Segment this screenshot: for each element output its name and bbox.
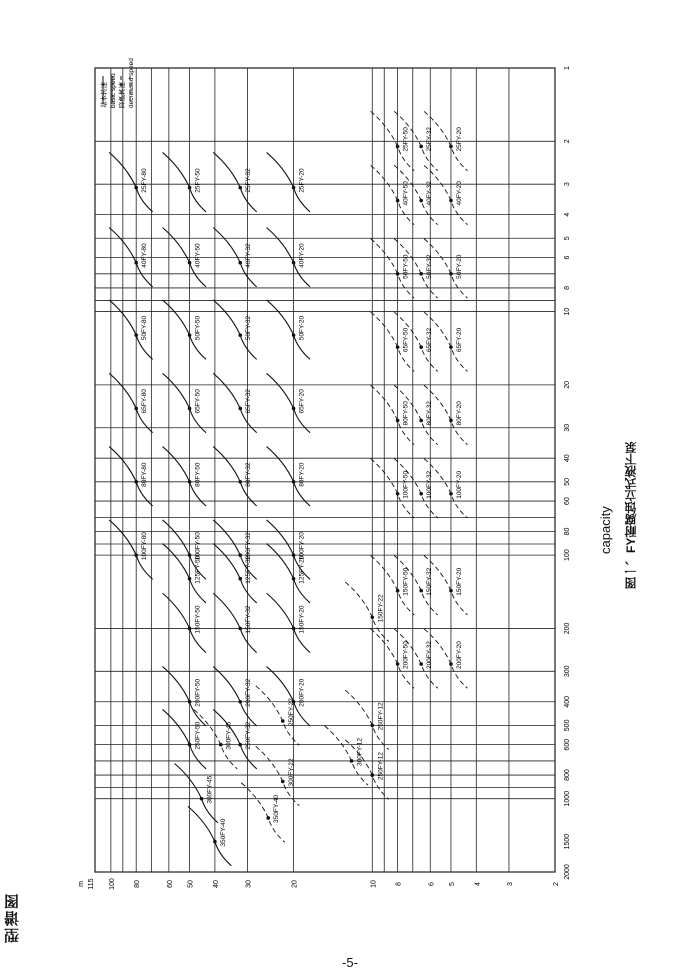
pump-operating-point xyxy=(292,407,296,411)
pump-label: 50FY-80 xyxy=(141,315,149,341)
pump-operating-point xyxy=(419,345,423,349)
pump-operating-point xyxy=(292,553,296,557)
pump-label: 150FY-50 xyxy=(402,567,410,596)
x-tick-label: 400 xyxy=(564,695,571,708)
pump-label: 150FY-50 xyxy=(194,605,202,634)
pump-label: 50FY-32 xyxy=(426,254,434,279)
y-tick-label: 100 xyxy=(108,878,116,890)
legend-entry: decreased speed xyxy=(128,58,135,108)
pump-operating-point xyxy=(396,419,400,423)
pump-operating-point xyxy=(449,419,453,423)
pump-label: 65FY-50 xyxy=(194,389,202,414)
pump-operating-point xyxy=(188,261,192,265)
pump-operating-point xyxy=(238,261,242,265)
pump-label: 350FY-40 xyxy=(273,795,281,823)
pump-operating-point xyxy=(134,407,138,411)
pump-operating-point xyxy=(238,407,242,411)
pump-label: 200FY-32 xyxy=(245,678,253,707)
pump-label: 50FY-32 xyxy=(245,315,253,341)
pump-operating-point xyxy=(281,780,285,784)
pump-operating-point xyxy=(396,199,400,203)
pump-label: 25FY-80 xyxy=(141,168,149,193)
x-tick-label: 600 xyxy=(564,738,571,751)
pump-operating-point xyxy=(396,345,400,349)
pump-label: 40FY-80 xyxy=(141,243,149,268)
pump-label: 100FY-80 xyxy=(141,532,149,561)
y-tick-label: 2 xyxy=(553,882,560,886)
pump-operating-point xyxy=(292,480,296,484)
pump-label: 80FY-50 xyxy=(402,401,410,426)
pump-label: 300FY-45 xyxy=(225,721,233,750)
pump-operating-point xyxy=(370,773,374,777)
pump-label: 40FY-50 xyxy=(194,243,202,268)
pump-operating-point xyxy=(449,345,453,349)
pump-operating-point xyxy=(238,743,242,747)
pump-label: 100FY-20 xyxy=(455,470,463,499)
pump-label: 200FY-20 xyxy=(455,641,463,670)
y-tick-label: 10 xyxy=(370,880,378,888)
pump-operating-point xyxy=(188,186,192,190)
pump-operating-point xyxy=(396,662,400,666)
curve-layer xyxy=(109,111,467,865)
pump-operating-point xyxy=(238,186,242,190)
pump-label: 40FY-20 xyxy=(298,243,306,268)
pump-label: 250FY-32 xyxy=(245,721,253,750)
pump-operating-point xyxy=(134,186,138,190)
grid-layer xyxy=(95,68,555,872)
pump-operating-point xyxy=(292,261,296,265)
pump-label: 125FY-20 xyxy=(298,555,306,584)
pump-operating-point xyxy=(238,700,242,704)
pump-label: 65FY-20 xyxy=(455,327,463,353)
pump-label: 80FY-20 xyxy=(455,401,463,426)
pump-operating-point xyxy=(281,719,285,723)
x-tick-label: 5 xyxy=(564,236,571,241)
pump-operating-point xyxy=(266,816,270,820)
pump-label: 65FY-32 xyxy=(245,389,253,414)
x-tick-label: 30 xyxy=(564,423,571,432)
pump-operating-point xyxy=(292,577,296,581)
pump-operating-point xyxy=(188,577,192,581)
pump-label: 65FY-32 xyxy=(426,327,434,353)
y-tick-label: 5 xyxy=(448,882,456,886)
y-tick-label-max: 115 xyxy=(88,878,95,890)
pump-label: 350FY-40 xyxy=(219,818,227,847)
y-tick-label: 6 xyxy=(428,882,436,886)
pump-label: 150FY-20 xyxy=(455,567,463,596)
y-tick-label: 8 xyxy=(395,882,403,886)
pump-operating-point xyxy=(188,407,192,411)
legend-entry: 降低转速 xyxy=(119,82,126,108)
x-tick-label: 40 xyxy=(564,454,571,463)
pump-operating-point xyxy=(449,272,453,276)
plot-frame xyxy=(95,68,555,872)
x-tick-label: 800 xyxy=(564,769,571,781)
pump-operating-point xyxy=(238,553,242,557)
pump-operating-point xyxy=(200,797,204,801)
pump-operating-point xyxy=(238,333,242,337)
pump-label: 300FY-22 xyxy=(287,758,295,787)
pump-label: 40FY-20 xyxy=(455,181,463,206)
y-axis-unit: m xyxy=(78,881,85,887)
legend xyxy=(99,58,135,108)
y-tick-label: 60 xyxy=(166,880,174,888)
pump-label: 250FY-12 xyxy=(377,702,385,731)
x-tick-label: 300 xyxy=(564,665,571,678)
pump-label: 25FY-50 xyxy=(402,127,410,152)
x-tick-label: 20 xyxy=(564,380,571,389)
x-tick-label: 3 xyxy=(564,182,571,187)
pump-operating-point xyxy=(370,724,374,728)
pump-operating-point xyxy=(238,480,242,484)
x-tick-label: 2 xyxy=(564,139,571,144)
y-tick-label: 40 xyxy=(212,880,220,888)
pump-label: 50FY-50 xyxy=(194,315,202,341)
x-axis-label: capacity xyxy=(598,506,613,554)
pump-label: 300FY-45 xyxy=(206,775,214,804)
pump-operating-point xyxy=(370,615,374,619)
legend-entry: basic speed xyxy=(110,73,117,108)
pump-operating-point xyxy=(188,480,192,484)
x-tick-label: 80 xyxy=(564,527,571,536)
pump-operating-point xyxy=(396,589,400,593)
pump-label: 200FY-20 xyxy=(298,678,306,707)
pump-operating-point xyxy=(188,700,192,704)
pump-operating-point xyxy=(238,627,242,631)
x-tick-label: 1 xyxy=(564,66,571,70)
pump-operating-point xyxy=(213,840,217,844)
x-tick-label: 50 xyxy=(564,477,571,486)
pump-label: 150FY-20 xyxy=(298,605,306,634)
pump-operating-point xyxy=(188,743,192,747)
pump-operating-point xyxy=(396,145,400,149)
pump-operating-point xyxy=(419,145,423,149)
pump-label: 200FY-32 xyxy=(426,641,434,670)
pump-label: 50FY-20 xyxy=(455,254,463,279)
pump-operating-point xyxy=(449,199,453,203)
pump-operating-point xyxy=(134,480,138,484)
pump-label: 25FY-20 xyxy=(298,168,306,193)
pump-label: 25FY-32 xyxy=(245,168,253,193)
x-tick-label: 2000 xyxy=(564,864,571,880)
pump-label: 250FY-22 xyxy=(287,698,295,727)
pump-label: 100FY-50 xyxy=(402,470,410,499)
y-tick-label: 30 xyxy=(245,880,253,888)
x-tick-label: 200 xyxy=(564,622,571,635)
pump-operating-point xyxy=(219,743,223,747)
pump-operating-point xyxy=(396,272,400,276)
tick-layer xyxy=(78,66,571,890)
pump-label: 80FY-50 xyxy=(194,462,202,487)
pump-label: 25FY-32 xyxy=(426,127,434,152)
pump-operating-point xyxy=(188,553,192,557)
y-tick-label: 20 xyxy=(291,880,299,888)
pump-label: 40FY-50 xyxy=(402,181,410,206)
x-tick-label: 100 xyxy=(564,549,571,561)
pump-operating-point xyxy=(292,333,296,337)
x-tick-label: 1500 xyxy=(564,833,571,850)
pump-operating-point xyxy=(396,492,400,496)
legend-entry: 基本转速 xyxy=(101,82,108,108)
pump-label: 200FY-50 xyxy=(402,641,410,670)
pump-operating-point xyxy=(419,272,423,276)
pump-label: 300FY-12 xyxy=(356,737,364,766)
pump-label: 100FY-32 xyxy=(245,532,253,561)
pump-operating-point xyxy=(419,662,423,666)
pump-operating-point xyxy=(134,261,138,265)
pump-label: 150FY-22 xyxy=(377,594,385,623)
x-tick-label: 10 xyxy=(564,307,571,316)
pump-label: 40FY-32 xyxy=(245,243,253,268)
page-number: -5- xyxy=(342,955,358,970)
pump-label: 80FY-32 xyxy=(245,462,253,487)
pump-operating-point xyxy=(292,186,296,190)
pump-operating-point xyxy=(419,492,423,496)
pump-label: 50FY-20 xyxy=(298,315,306,341)
y-tick-label: 3 xyxy=(506,882,514,886)
pump-operating-point xyxy=(188,627,192,631)
pump-operating-point xyxy=(292,627,296,631)
pump-operating-point xyxy=(134,333,138,337)
pump-label: 65FY-20 xyxy=(298,389,306,414)
y-tick-label: 50 xyxy=(187,880,195,888)
figure-caption: 图一、FY耐腐蚀立式液下泵 xyxy=(624,441,638,589)
pump-label: 150FY-32 xyxy=(426,567,434,596)
x-tick-label: 8 xyxy=(564,286,571,290)
pump-label: 100FY-20 xyxy=(298,532,306,561)
pump-label: 100FY-50 xyxy=(194,532,202,561)
pump-operating-point xyxy=(238,577,242,581)
y-tick-label: 80 xyxy=(134,880,142,888)
pump-operating-point xyxy=(419,199,423,203)
pump-label: 40FY-32 xyxy=(426,181,434,206)
pump-operating-point xyxy=(419,589,423,593)
pump-operating-point xyxy=(419,419,423,423)
x-tick-label: 1000 xyxy=(564,790,571,807)
pump-label: 250FY-50 xyxy=(194,721,202,750)
side-title: 型谱图 xyxy=(4,892,21,944)
pump-operating-point xyxy=(350,759,354,763)
pump-label: 65FY-50 xyxy=(402,327,410,353)
pump-label: 150FY-32 xyxy=(245,605,253,634)
pump-operating-point xyxy=(134,553,138,557)
pump-label: 125FY-50 xyxy=(194,555,202,584)
pump-label: 50FY-50 xyxy=(402,254,410,279)
pump-operating-point xyxy=(449,589,453,593)
pump-operating-point xyxy=(449,145,453,149)
pump-label: 80FY-20 xyxy=(298,462,306,487)
pump-label: 80FY-32 xyxy=(426,401,434,426)
pump-label: 65FY-80 xyxy=(141,389,149,414)
pump-label: 200FY-50 xyxy=(194,678,202,707)
pump-label: 125FY-32 xyxy=(245,555,253,584)
x-tick-label: 500 xyxy=(564,719,571,732)
pump-label: 80FY-80 xyxy=(141,462,149,487)
x-tick-label: 4 xyxy=(564,212,571,217)
pump-label: 250FY-12 xyxy=(377,752,385,781)
pump-operating-point xyxy=(449,662,453,666)
pump-label: 100FY-32 xyxy=(426,470,434,499)
x-tick-label: 6 xyxy=(564,255,571,260)
y-tick-label: 4 xyxy=(474,882,482,886)
pump-label: 25FY-50 xyxy=(194,168,202,193)
x-tick-label: 60 xyxy=(564,497,571,505)
pump-operating-point xyxy=(449,492,453,496)
pump-label: 25FY-20 xyxy=(455,127,463,152)
pump-operating-point xyxy=(188,333,192,337)
